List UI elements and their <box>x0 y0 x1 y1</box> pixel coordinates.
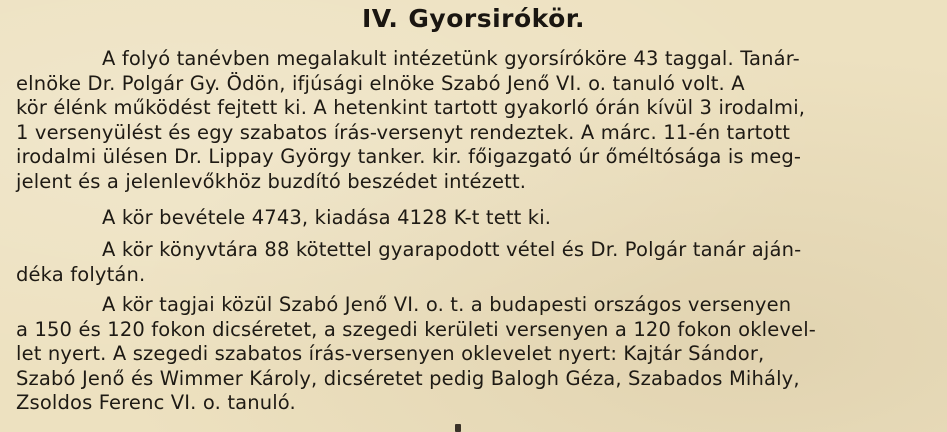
text-line: Szabó Jenő és Wimmer Károly, dicséretet pedig Balogh Géza, Szabados Mihály, <box>16 366 800 390</box>
text-line: kör élénk működést fejtett ki. A hetenkint tartott gyakorló órán kívül 3 irodalmi, <box>16 96 806 119</box>
text-line: Zsoldos Ferenc VI. o. tanuló. <box>16 391 296 414</box>
text-line: A kör tagjai közül Szabó Jenő VI. o. t. a budapesti országos versenyen <box>102 293 792 316</box>
text-line: irodalmi ülésen Dr. Lippay György tanker. kir. főigazgató úr őméltósága is meg- <box>16 145 802 168</box>
paragraph-competitions <box>16 293 891 416</box>
text-line: 1 versenyülést és egy szabatos írás-versenyt rendeztek. A márc. 11-én tartott <box>16 120 791 144</box>
section-title: Gyorsirókör. <box>408 4 586 33</box>
text-line: A kör könyvtára 88 kötettel gyarapodott vétel és Dr. Polgár tanár aján- <box>102 238 802 261</box>
text-line: A kör bevétele 4743, kiadása 4128 K-t tett ki. <box>102 206 552 229</box>
text-line: déka folytán. <box>16 262 146 286</box>
text-line: jelent és a jelenlevőkhöz buzdító beszédet intézett. <box>16 169 527 193</box>
section-number: IV. <box>361 4 399 33</box>
page-fragment-mark <box>455 424 461 432</box>
paragraph-finances <box>16 206 891 231</box>
text-line: A folyó tanévben megalakult intézetünk gyorsíróköre 43 taggal. Tanár- <box>102 47 800 70</box>
paragraph-founding <box>16 47 891 194</box>
text-line: elnöke Dr. Polgár Gy. Ödön, ifjúsági elnöke Szabó Jenő VI. o. tanuló volt. A <box>16 71 745 95</box>
section-heading <box>0 4 947 33</box>
paragraph-library <box>16 238 891 287</box>
text-line: a 150 és 120 fokon dicséretet, a szegedi kerületi versenyen a 120 fokon oklevel- <box>16 317 816 341</box>
text-line: let nyert. A szegedi szabatos írás-versenyen oklevelet nyert: Kajtár Sándor, <box>16 342 765 365</box>
